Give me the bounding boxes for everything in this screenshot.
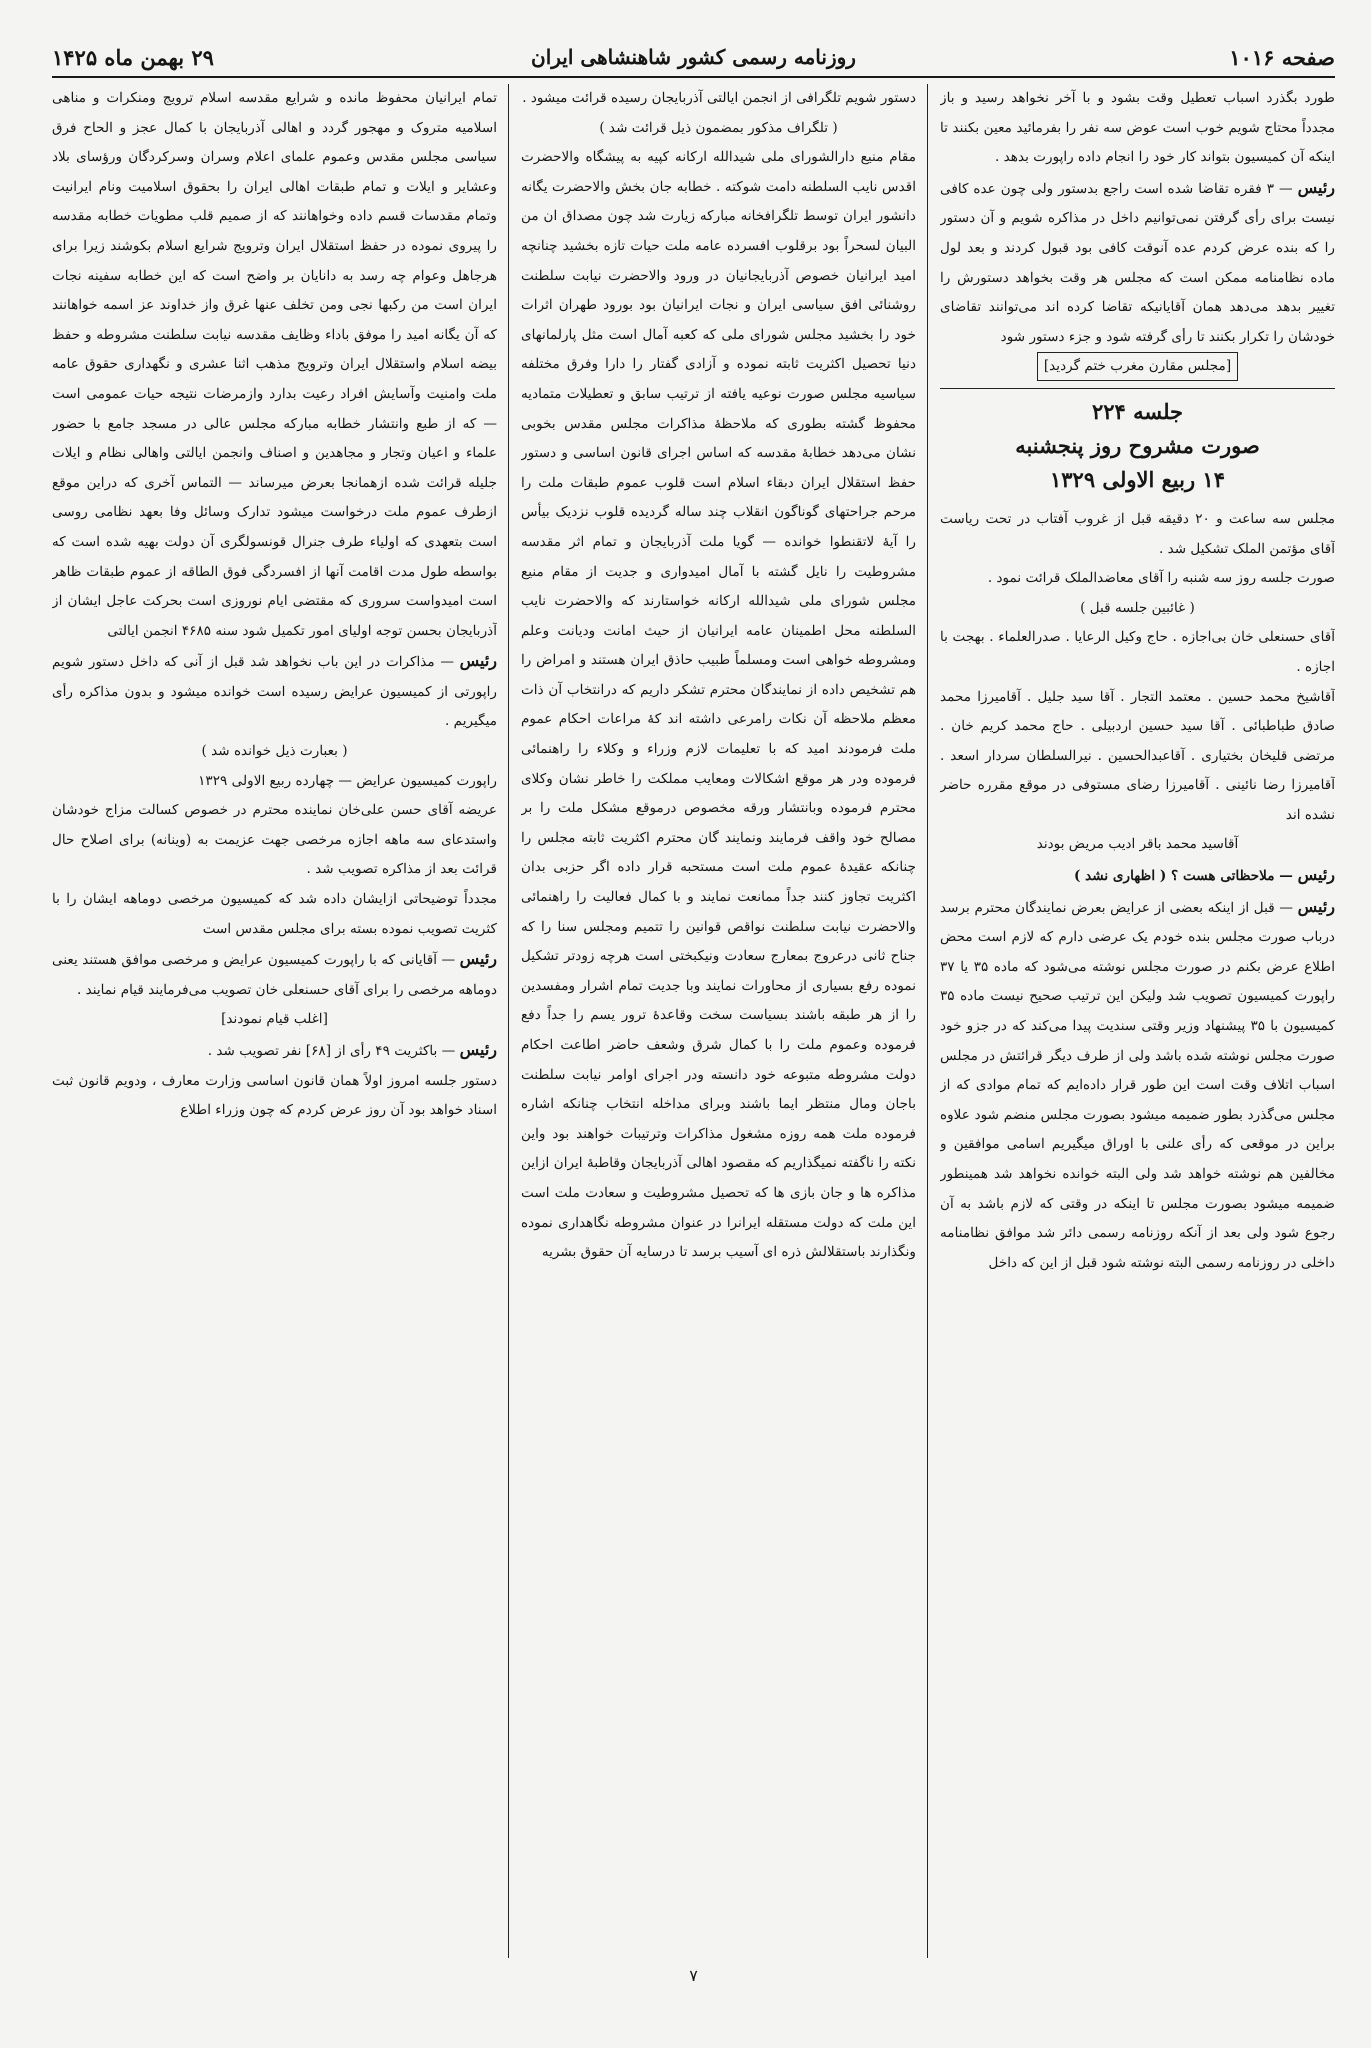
- column-middle: [521, 84, 916, 1958]
- column-divider: [508, 84, 509, 1958]
- session-number: جلسه ۲۲۴: [1091, 398, 1184, 424]
- speech-text: — قبل از اینکه بعضی از عرایض بعرض نمایندگان محترم برسد درباب صورت مجلس بنده خودم یک عرضی دارم که لازم است محض اطلاع عرض بکنم در صورت مجلس نوشته می‌شود که ماده ۳۵ یا ۳۷ راپورت کمیسیون تصویب شد ولیکن این ترتیب صحیح نیست ماده ۳۵ کمیسیون با ۳۵ پیشنهاد وزیر وقتی سندیت پیدا می‌کند که در جزو خود صورت مجلس نوشته شده باشد ولی از طرف دیگر قرائتش در مجلس اسباب اتلاف وقت است این طور قرار داده‌ایم که تمام موادی که از مجلس می‌گذرد بطور ضمیمه میشود بصورت مجلس منضم شود علاوه براین در موقعی که رأی علنی با اوراق میگیریم اسامی موافقین و مخالفین هم نوشته خواهد شد ولی البته خوانده نخواهد شد همینطور ضمیمه میشود بصورت مجلس تا اینکه در وقتی که لازم باشد به آن رجوع شود ولی بعد از آنکه روزنامه رسمی دائر شد موافق نظامنامه داخلی در روزنامه رسمی البته نوشته شود قبل از این که داخل: [940, 899, 1335, 1271]
- speaker-label: رئیس: [459, 651, 497, 671]
- session-heading: [940, 395, 1335, 497]
- speaker-label: رئیس: [1297, 177, 1335, 197]
- paragraph: دستور جلسه امروز اولاً همان قانون اساسی وزارت معارف ، ودویم قانون ثبت اسناد خواهد بود آن روز عرض کردم که چون وزراء اطلاع: [52, 1072, 497, 1119]
- paragraph: صورت جلسه روز سه شنبه را آقای معاضدالملک قرائت نمود .: [987, 570, 1335, 587]
- closing-note-text: [مجلس مقارن مغرب ختم گردید]: [1037, 352, 1238, 381]
- speech-text: — مذاکرات در این باب نخواهد شد قبل از آنی که داخل دستور شویم راپورتی از کمیسیون عرایض رسیده است خوانده میشود و بدون مذاکره رأی میگیریم .: [52, 654, 497, 730]
- speech-text: — آقایانی که با راپورت کمیسیون عرایض و مرخصی موافق هستند یعنی دوماهه مرخصی را برای آقای حسنعلی خان تصویب می‌فرمایند قیام نمایند .: [52, 952, 497, 998]
- paragraph: [52, 1035, 497, 1067]
- footer-page-number: ۷: [689, 1966, 698, 1985]
- header-date: ۲۹ بهمن ماه ۱۴۲۵: [52, 44, 214, 70]
- columns: [52, 84, 1335, 1958]
- header-rule: [52, 76, 1335, 78]
- newspaper-page: [52, 40, 1335, 2000]
- paragraph: طورد بگذرد اسباب تعطیل وقت بشود و با آخر نخواهد رسید و باز مجدداً محتاج شویم خوب است عوض سه نفر را بفرمائید معین بکنند تا اینکه آن کمیسیون بتواند کار خود را انجام داده راپورت بدهد .: [940, 90, 1335, 166]
- speaker-label: رئیس: [459, 1040, 497, 1059]
- report-heading: ( بعبارت ذیل خوانده شد ): [201, 743, 348, 760]
- session-date: ۱۴ ربیع الاولی ۱۳۲۹: [1050, 466, 1225, 492]
- page-header: [52, 40, 1335, 74]
- speaker-label: رئیس: [1297, 896, 1335, 916]
- section-rule: [940, 388, 1335, 389]
- column-left: [52, 84, 497, 1958]
- speech-text: — ۳ فقره تقاضا شده است راجع بدستور ولی چون عده کافی نیست برای رأی گرفتن نمی‌توانیم داخل در مذاکره شویم و آن دستور را که بنده عرض کردم عده آنوقت کافی بود قبول کردند و بعد لول ماده نظامنامه ممکن است که مجلس هر وقت بخواهد دستورش را تغییر بدهد می‌دهد همان آقایانیکه تقاضا کرده اند می‌توانند تقاضای خودشان را تکرار بکنند تا رأی گرفته شود و جزء دستور شود: [940, 180, 1335, 345]
- session-subtitle: صورت مشروح روز پنجشنبه: [1015, 432, 1260, 458]
- header-title: روزنامه رسمی کشور شاهنشاهی ایران: [531, 45, 856, 69]
- majority-note: [اغلب قیام نمودند]: [221, 1011, 328, 1028]
- absent-heading: ( غائبین جلسه قبل ): [1080, 599, 1195, 616]
- paragraph: [52, 944, 497, 1005]
- column-divider: [927, 84, 928, 1958]
- page-footer: [52, 1966, 1335, 1994]
- paragraph: [940, 892, 1335, 1279]
- paragraph: تمام ایرانیان محفوظ مانده و شرایع مقدسه اسلام ترویج ومنکرات و مناهی اسلامیه متروک و مهجور گردد و اهالی آذربایجان با کمال عجز و الحاح فرق سیاسی مجلس مقدس وعموم علمای اعلام وسران وسرکردگان ورؤسای بلاد وعشایر و ایلات و تمام طبقات اهالی ایران را بحقوق اسلامیت ونام ایرانیت وتمام مقدسات قسم داده وخواهانند که از صمیم قلب مطویات خطابه مقدسه را پیروی نموده در حفظ استقلال ایران وترویج شرایع اسلام بکوشند زیرا برای هرجاهل وعوام چه رسد به دانایان بر واضح است که این خطابه سفینه نجات ایران است من رکبها نجی ومن تخلف عنها غرق واز خداوند عز اسمه خواهانند که آن یگانه امید را موفق باداء وظایف مقدسه نیابت سلطنت مشروطه و حفظ بیضه اسلام واستقلال ایران وترویج مذهب اثنا عشری و نگهداری حقوق عامه ملت وامنیت وآسایش افراد رعیت بدارد وازمرضات نتیجه حیات عمومی است — که از طبع وانتشار خطابه مبارکه مجلس عالی در مسجد جامع با حضور علماء و اعیان وتجار و مجاهدین و اصناف وانجمن ایالتی واهالی نظام و ایلات جلیله قرائت شده ازهمانجا بعرض میرساند — التماس آخری که دراین موقع ازطرف عموم ملت درخواست میشود تدارک وسائل وفا بعهد نظامی روسی است بتعهدی که اولیاء طرف جنرال قونسولگری آن دولت بهیه شده است که بواسطه طول مدت اقامت آنها از افسردگی فوق الطاقه از عموم طبقات ظاهر است امیدواست سروری که مقتضی ایام نوروزی است بحرکت عاجل ایشان از آذربایجان بحسن توجه اولیای امور تکمیل شود سنه ۴۶۸۵ انجمن ایالتی: [52, 90, 497, 639]
- telegram-text: مقام منیع دارالشورای ملی شیدالله ارکانه کپیه به پیشگاه والاحضرت اقدس نایب السلطنه دامت شوکته . خطابه جان بخش والاحضرت یگانه دانشور ایران توسط تلگرافخانه مبارکه زیارت شد چون مصداق ان من البیان لسحراً بود برقلوب افسرده عامه ملت حیات تازه بخشید چنانچه امید ایرانیان خصوص آذربایجانیان در ورود والاحضرت نیابت سلطنت روشنائی افق سیاسی ایران و نجات ایرانیان بود بورود طهران اثرات خود را بخشید مجلس شورای ملی که کعبه آمال است مثل پارلمانهای دنیا تحصیل اکثریت ثابته نموده و آزادی گفتار را دارا وفرق مختلفه سیاسیه مجلس صورت نوعیه یافته از ترتیب سابق و تعطیلات متمادیه محفوظ گشته بطوری که ملاحظهٔ مذاکرات مجلس مقدس بخوبی نشان می‌دهد خطابهٔ مقدسه که اساس اجرای قانون اساسی و دستور حفظ استقلال ایران دبقاء اسلام است قلوب عموم طبقات ملت را مرحم جراحتهای گوناگون انقلاب چند ساله گردیده قلوب نزدیک بیأس را آیهٔ لاتقنطوا خوانده — گویا ملت آذربایجان و تمام اثر مقدسه مشروطیت را نایل گشته با آمال امیدواری و جدیت از مقام منیع مجلس شورای ملی شیدالله ارکانه خواستارند که والاحضرت نایب السلطنه محل اطمینان عامه ایرانیان از حیث امانت ودیانت وعلم ومشروطه خواهی است ومسلماً طبیب حاذق ایران هستند و امراض را هم تشخیص داده از نمایندگان محترم تشکر داریم که درانتخاب آن ذات معظم ملاحظه آن نکات رامرعی داشته اند کهٔ مراعات احکام عموم ملت فرمودند امید که با تعلیمات لازم وزراء و وکلاء را راهنمائی فرموده ودر هر موقع اشکالات ومعایب مملکت را خاطر نشان وکلای محترم فرموده وبانتشار ورقه مخصوص درموقع مشکل ملت را بر مصالح خود واقف فرمایند ونمایند گان محترم اکثریت ثابته مجلس را چنانکه عقیدهٔ عموم ملت است مستحبه قرار داده اگر حزبی بدان اکثریت تجاوز کنند جداً ممانعت نمایند و با کمال فعالیت را راهنمائی والاحضرت نیابت سلطنت نواقص قوانین را تتمیم ومجلس سنا را که جناح ثانی درعروج بمعارج سعادت ونیکبختی است هرچه زودتر تشکیل نموده رفع بسیاری از محاورات نمایند وبا جدیت تمام اشرار ومفسدین را از هر طبقه باشند بسیاست سخت وقاعدهٔ ترور یسم را جداً دفع فرموده وعموم ملت را با کمال شرق وشعف حاضر اطاعت احکام دولت مشروطه متبوعه خود دانسته ودر اجرای اوامر نیابت سلطنت باجان ومال منتظر ایما باشند وبرای مداخله انتخاب چنانکه اشاره فرموده ملت همه روزه مشغول مذاکرات وترتیبات خواهند بود واین نکته را ناگفته نمیگذاریم که مقصود اهالی آذربایجان وقاطبهٔ ایران ازاین مذاکره ها و جان بازی ها که تحصیل مشروطیت و سعادت ملت است این ملت که دولت مستقله ایرانرا در عنوان مشروطه نگاهداری نموده ونگذارند باستقلالش ذره ای آسیب برسد تا درسایه آن حقوق بشریه: [521, 149, 916, 1261]
- session-closed-note: [940, 352, 1335, 382]
- paragraph: [940, 860, 1335, 892]
- paragraph: آقاسید محمد باقر ادیب مریض بودند: [1036, 836, 1239, 853]
- paragraph: آقای حسنعلی خان بی‌اجازه . حاج وکیل الرعایا . صدرالعلماء . بهجت با اجازه .: [940, 629, 1335, 675]
- header-page-number: صفحه ۱۰۱۶: [1229, 44, 1335, 70]
- paragraph: مجلس سه ساعت و ۲۰ دقیقه قبل از غروب آفتاب در تحت ریاست آقای مؤتمن الملک تشکیل شد .: [940, 510, 1335, 557]
- speaker-label: رئیس: [459, 949, 497, 969]
- paragraph: مجدداً توضیحاتی ازایشان داده شد که کمیسیون مرخصی دوماهه ایشان را با کثریت تصویب نموده بسته برای مجلس مقدس است: [52, 891, 497, 937]
- column-right: [940, 84, 1335, 1958]
- paragraph: دستور شویم تلگرافی از انجمن ایالتی آذربایجان رسیده قرائت میشود .: [522, 90, 916, 106]
- paragraph: [940, 173, 1335, 353]
- telegram-heading: ( تلگراف مذکور بمضمون ذیل قرائت شد ): [599, 119, 838, 136]
- paragraph: آقاشیخ محمد حسین . معتمد التجار . آقا سید جلیل . آقامیرزا محمد صادق طباطبائی . آقا سید حسین اردبیلی . حاج محمد کریم خان . مرتضی قلیخان بختیاری . آقاعبدالحسین . نیرالسلطان سردار اسعد . آقامیرزا رضا نائینی . آقامیرزا رضای مستوفی در موقع مقرره حاضر نشده اند: [940, 688, 1335, 823]
- speech-text: — باکثریت ۴۹ رأی از [۶۸] نفر تصویب شد .: [207, 1043, 460, 1059]
- paragraph: راپورت کمیسیون عرایض — چهارده ربیع الاولی ۱۳۲۹: [198, 772, 497, 789]
- speech-text: — ملاحظاتی هست ؟ ( اظهاری نشد ): [1073, 868, 1298, 885]
- paragraph: عریضه آقای حسن علی‌خان نماینده محترم در خصوص کسالت مزاج خودشان واستدعای سه ماهه اجازه مرخصی جهت عزیمت به (وینانه) برای اصلاح حال قرائت بعد از مذاکره تصویب شد .: [52, 802, 497, 878]
- paragraph: [52, 646, 497, 737]
- speaker-label: رئیس: [1297, 865, 1335, 885]
